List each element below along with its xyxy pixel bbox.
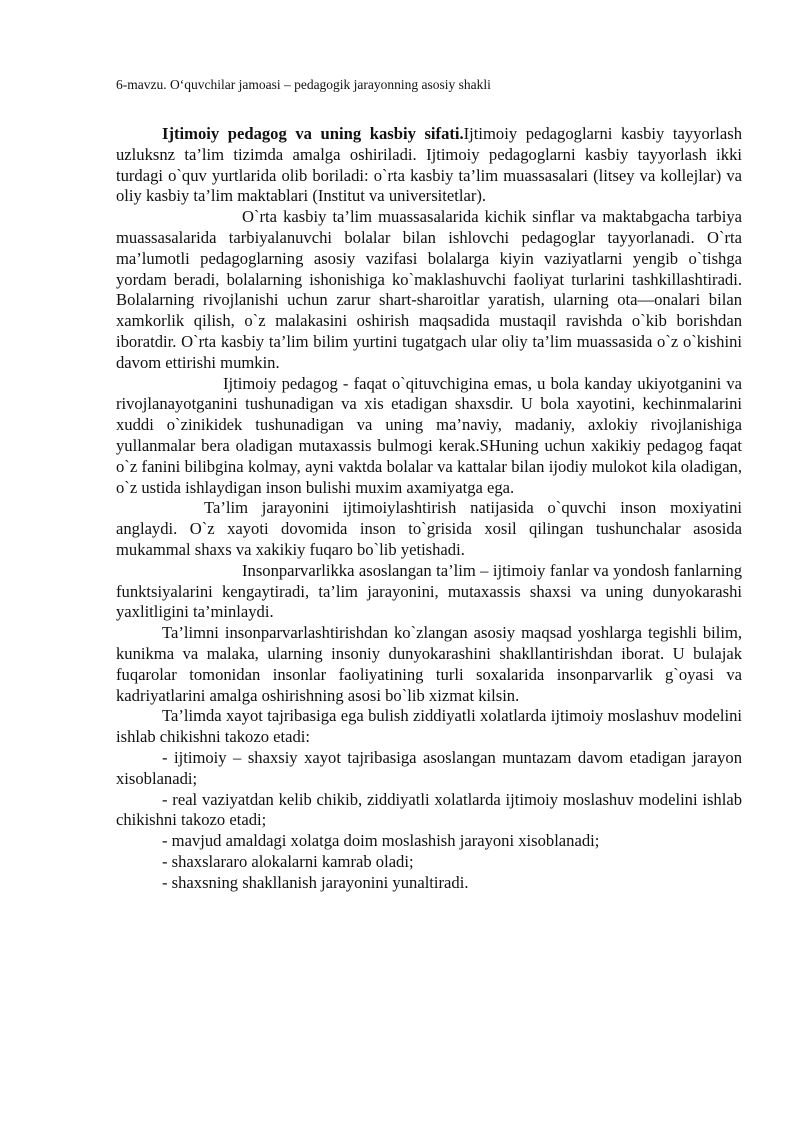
document-body [116, 124, 742, 893]
paragraph-secondary-education: O`rta kasbiy ta’lim muassasalarida kichik sinflar va maktabgacha tarbiya muassasalarida tarbiyalanuvchi bolalar bilan ishlovchi pedagoglar tayyorlanadi. O`rta ma’lumotli pedagoglarning asosiy vazifasi bolalarga kiyin vaziyatlarni yengib o`tishga yordam beradi, bolalarning ishonishiga ko`maklashuvchi faoliyat turlarini tashkillashtiradi. Bolalarning rivojlanishi uchun zarur shart-sharoitlar yaratish, ularning ota—onalari bilan xamkorlik qilish, o`z malakasini oshirish maqsadida mustaqil ravishda o`kib borishdan iboratdir. O`rta kasbiy ta’lim bilim yurtini tugatgach ular oliy ta’lim muassasida o`z o`kishini davom ettirishi mumkin. [116, 207, 742, 372]
list-item: - mavjud amaldagi xolatga doim moslashish jarayoni xisoblanadi; [162, 831, 600, 851]
paragraph-social-pedagogue: Ijtimoiy pedagog - faqat o`qituvchigina emas, u bola kanday ukiyotganini va rivojlanayotganini tushunadigan va xis etadigan shaxsdir. U bola xayotini, kechinmalarini xuddi o`zinikidek tushunadigan va uning ma’naviy, madaniy, axlokiy rivojlanishiga yullanmalar bera oladigan mutaxassis bulmogi kerak.SHuning uchun xakikiy pedagog faqat o`z fanini bilibgina kolmay, ayni vaktda bolalar va kattalar bilan ijodiy mulokot kila oladigan, o`z ustida ishlaydigan inson bulishi muxim axamiyatga ega. [116, 373, 742, 497]
paragraph-intro-text: Ijtimoiy pedagoglarni kasbiy tayyorlash uzluksnz ta’lim tizimda amalga oshiriladi. Ijtimoiy pedagoglarni kasbiy tayyorlash ikki turdagi o`quv yurtlarida olib boriladi: o`rta kasbiy ta’lim muassasalari (litsey va kollejlar) va oliy kasbiy ta’lim maktablari (Institut va universitetlar). [116, 124, 742, 206]
paragraph-socialization: Ta’lim jarayonini ijtimoiylashtirish natijasida o`quvchi inson moxiyatini anglaydi. O`z xayoti dovomida inson to`grisida xosil qilingan tushunchalar asosida mukammal shaxs va xakikiy fuqaro bo`lib yetishadi. [116, 498, 742, 559]
paragraph-humanization-goal: Ta’limni insonparvarlashtirishdan ko`zlangan asosiy maqsad yoshlarga tegishli bilim, kunikma va malaka, ularning insoniy dunyokarashini shakllantirishdan iborat. U bulajak fuqarolar tomonidan insonlar faoliyatining turli soxalarida insonparvarlik g`oyasi va kadriyatlarini amalga oshirishning asosi bo`lib xizmat kilsin. [116, 623, 742, 705]
paragraph-life-experience: Ta’limda xayot tajribasiga ega bulish ziddiyatli xolatlarda ijtimoiy moslashuv modelini ishlab chikishni takozo etadi: [116, 706, 742, 747]
list-item: - shaxslararo alokalarni kamrab oladi; [162, 851, 414, 871]
paragraph-intro [116, 124, 742, 207]
list-item: - real vaziyatdan kelib chikib, ziddiyatli xolatlarda ijtimoiy moslashuv modelini ishlab chikishni takozo etadi; [116, 789, 742, 830]
page-header: 6-mavzu. O‘quvchilar jamoasi – pedagogik jarayonning asosiy shakli [116, 77, 491, 92]
section-title: Ijtimoiy pedagog va uning kasbiy sifati. [162, 124, 464, 143]
paragraph-humanistic-education: Insonparvarlikka asoslangan ta’lim – ijtimoiy fanlar va yondosh fanlarning funktsiyalarini kengaytiradi, ta’lim jarayonini, mutaxassis shaxsi va uning dunyokarashi yaxlitligini ta’minlaydi. [116, 560, 742, 622]
list-item: - shaxsning shakllanish jarayonini yunaltiradi. [162, 872, 469, 892]
list-item: - ijtimoiy – shaxsiy xayot tajribasiga asoslangan muntazam davom etadigan jarayon xisoblanadi; [116, 747, 742, 788]
